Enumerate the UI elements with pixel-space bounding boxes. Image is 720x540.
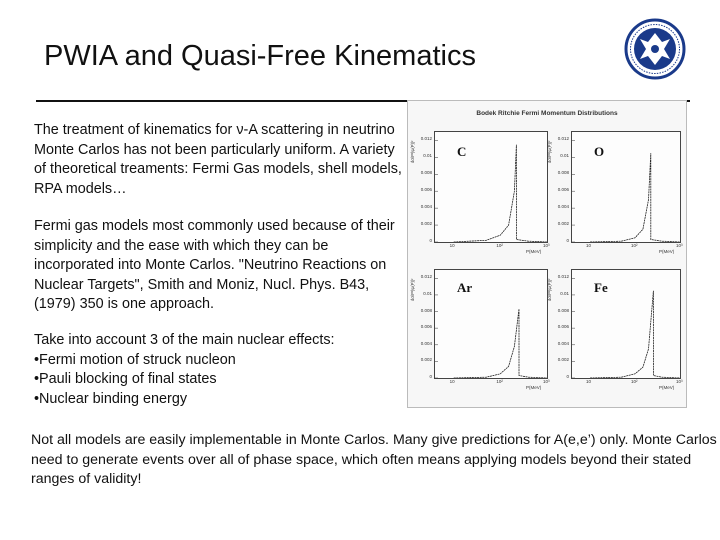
panel-label-c: C bbox=[457, 144, 467, 159]
y-tick-label: 0.004 bbox=[420, 340, 432, 346]
x-tick-label: 10² bbox=[631, 379, 638, 384]
x-axis-label: P(MeV) bbox=[659, 385, 675, 390]
y-axis-label: dσ/P²|ψ(P)|² bbox=[410, 278, 415, 301]
bullet-pauli-blocking: •Pauli blocking of final states bbox=[34, 371, 217, 387]
panel-c bbox=[434, 131, 548, 243]
y-tick-label: 0.004 bbox=[420, 204, 432, 210]
panel-plot-ar bbox=[435, 270, 547, 378]
paragraph-fermi-gas: Fermi gas models most commonly used because of their simplicity and the ease with which they can be incorporated into Monte Carlos. "Neutrino Reactions on Nuclear Targets", Smith and Moniz, Nucl. Phys. B43, (1979) 350 is one approach. bbox=[34, 218, 395, 312]
y-tick-label: 0.012 bbox=[420, 136, 432, 142]
y-tick-label: 0.002 bbox=[420, 357, 432, 363]
y-tick-label: 0.006 bbox=[557, 324, 569, 330]
x-tick-label: 10² bbox=[631, 243, 638, 248]
series-line-c bbox=[454, 145, 547, 242]
y-tick-label: 0.01 bbox=[560, 290, 569, 296]
panel-plot-c bbox=[435, 132, 547, 242]
slide-title: PWIA and Quasi-Free Kinematics bbox=[44, 40, 476, 72]
y-tick-label: 0.012 bbox=[557, 274, 569, 280]
y-axis-label: dσ/P²|ψ(P)|² bbox=[410, 140, 415, 163]
x-tick-label: 10² bbox=[496, 379, 503, 384]
y-tick-label: 0.01 bbox=[560, 153, 569, 159]
fermi-momentum-figure bbox=[407, 100, 687, 408]
y-tick-label: 0.004 bbox=[557, 204, 569, 210]
y-tick-label: 0.008 bbox=[557, 170, 569, 176]
panel-plot-fe bbox=[572, 270, 680, 378]
y-tick-label: 0.01 bbox=[423, 153, 432, 159]
y-tick-label: 0.002 bbox=[557, 357, 569, 363]
y-tick-label: 0.002 bbox=[420, 221, 432, 227]
paragraph-monte-carlo-limits: Not all models are easily implementable in Monte Carlos. Many give predictions for A(e,e’) only. Monte Carlos need to generate events over all of phase space, which often means applying models beyond their stated ranges of validity! bbox=[31, 432, 717, 487]
y-tick-label: 0.006 bbox=[557, 187, 569, 193]
y-tick-label: 0 bbox=[429, 238, 432, 243]
bullet-binding-energy: •Nuclear binding energy bbox=[34, 390, 188, 407]
panel-o bbox=[571, 131, 681, 243]
y-tick-label: 0.004 bbox=[557, 340, 569, 346]
paragraph-kinematics-treatment: The treatment of kinematics for ν-A scattering in neutrino Monte Carlos has not been particularly uniform. A variety of theoretical treaments: Fermi Gas models, shell models, RPA models… bbox=[34, 122, 402, 197]
x-tick-label: 10² bbox=[496, 243, 503, 248]
y-tick-label: 0.01 bbox=[423, 290, 432, 296]
y-tick-label: 0.008 bbox=[420, 170, 432, 176]
y-axis-label: dσ/P²|ψ(P)|² bbox=[547, 140, 552, 163]
x-tick-label: 10 bbox=[586, 379, 592, 384]
panel-label-ar: Ar bbox=[457, 280, 473, 295]
y-tick-label: 0 bbox=[429, 374, 432, 379]
bullet-fermi-motion: •Fermi motion of struck nucleon bbox=[34, 351, 236, 368]
y-tick-label: 0.008 bbox=[420, 307, 432, 313]
x-tick-label: 10³ bbox=[676, 243, 683, 248]
x-axis-label: P(MeV) bbox=[659, 249, 675, 254]
series-line-ar bbox=[454, 309, 547, 378]
series-line-fe bbox=[590, 291, 680, 378]
y-tick-label: 0.006 bbox=[420, 187, 432, 193]
y-tick-label: 0.006 bbox=[420, 324, 432, 330]
x-tick-label: 10 bbox=[586, 243, 592, 248]
series-line-o bbox=[590, 153, 680, 242]
x-axis-label: P(MeV) bbox=[526, 385, 542, 390]
x-axis-label: P(MeV) bbox=[526, 249, 542, 254]
chart-title: Bodek Ritchie Fermi Momentum Distributions bbox=[476, 110, 618, 117]
y-tick-label: 0.008 bbox=[557, 307, 569, 313]
y-axis-label: dσ/P²|ψ(P)|² bbox=[547, 278, 552, 301]
y-tick-label: 0.012 bbox=[557, 136, 569, 142]
x-tick-label: 10 bbox=[449, 379, 455, 384]
y-tick-label: 0.012 bbox=[420, 274, 432, 280]
x-tick-label: 10³ bbox=[676, 379, 683, 384]
nuclear-effects-intro: Take into account 3 of the main nuclear effects: bbox=[34, 332, 335, 348]
panel-plot-o bbox=[572, 132, 680, 242]
x-tick-label: 10 bbox=[449, 243, 455, 248]
university-seal-icon bbox=[624, 18, 686, 80]
y-tick-label: 0 bbox=[566, 238, 569, 243]
panel-ar bbox=[434, 269, 548, 379]
y-tick-label: 0.002 bbox=[557, 221, 569, 227]
x-tick-label: 10³ bbox=[543, 379, 550, 384]
panel-fe bbox=[571, 269, 681, 379]
x-tick-label: 10³ bbox=[543, 243, 550, 248]
panel-label-o: O bbox=[594, 144, 605, 159]
paragraph-nuclear-effects bbox=[34, 331, 404, 409]
panel-label-fe: Fe bbox=[594, 280, 608, 295]
y-tick-label: 0 bbox=[566, 374, 569, 379]
